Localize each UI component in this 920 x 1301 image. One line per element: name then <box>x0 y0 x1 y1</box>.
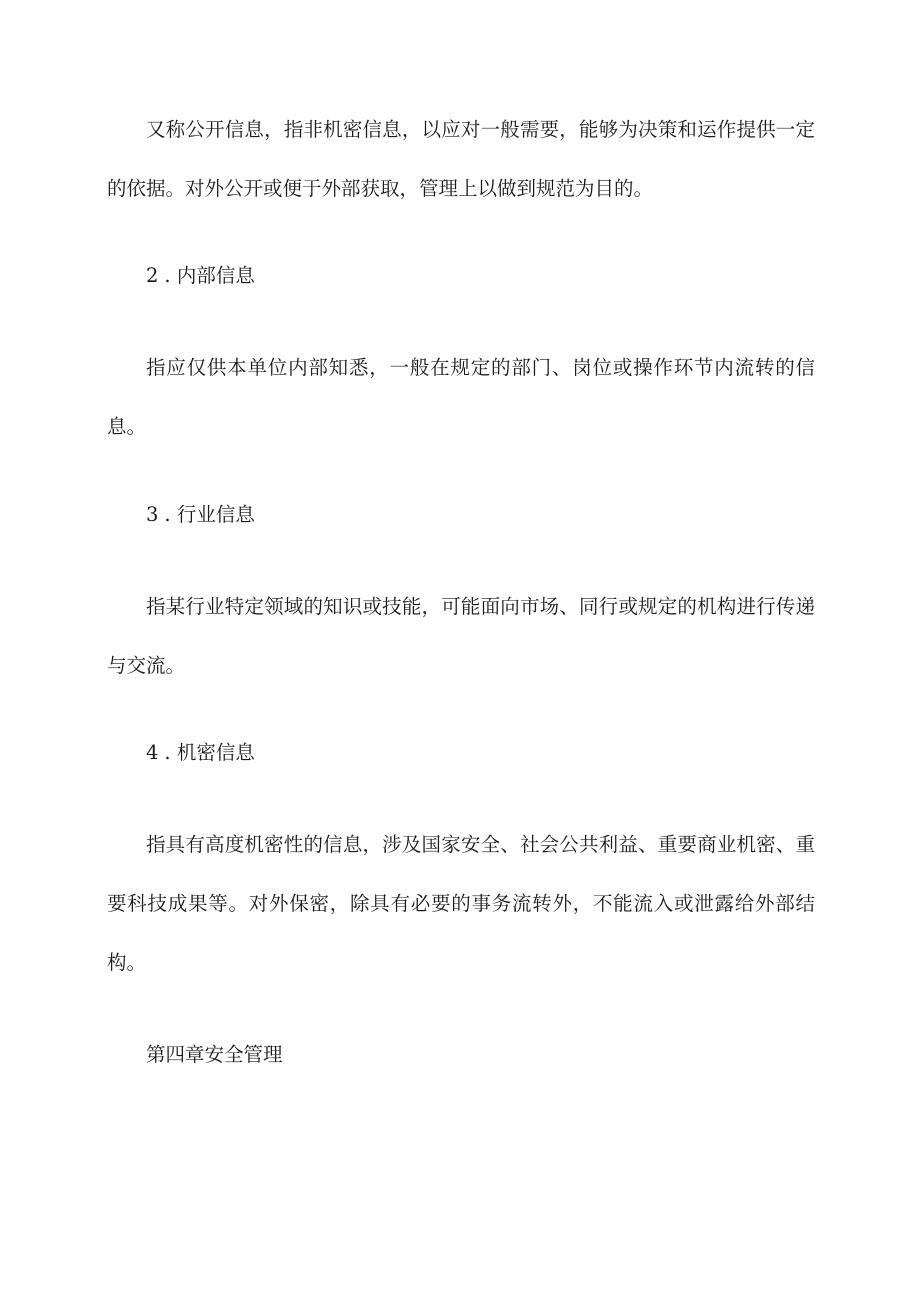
internal-info-description: 指应仅供本单位内部知悉，一般在规定的部门、岗位或操作环节内流转的信息。 <box>107 356 815 438</box>
industry-info-description: 指某行业特定领域的知识或技能，可能面向市场、同行或规定的机构进行传递与交流。 <box>107 595 815 677</box>
industry-info-heading-text: . 行业信息 <box>164 503 255 526</box>
internal-info-heading-number: 2 <box>146 264 165 287</box>
confidential-info-description: 指具有高度机密性的信息，涉及国家安全、社会公共利益、重要商业机密、重要科技成果等。对外保密，除具有必要的事务流转外，不能流入或泄露给外部结构。 <box>107 833 815 974</box>
confidential-info-heading <box>146 738 255 768</box>
public-info-description: 又称公开信息，指非机密信息，以应对一般需要，能够为决策和运作提供一定的依据。对外公开或便于外部获取，管理上以做到规范为目的。 <box>107 118 815 200</box>
internal-info-heading <box>146 261 255 291</box>
confidential-info-heading-text: . 机密信息 <box>164 741 255 764</box>
chapter-four-title: 第四章安全管理 <box>146 1043 283 1066</box>
internal-info-heading-text: . 内部信息 <box>164 264 255 287</box>
industry-info-heading <box>146 500 255 530</box>
confidential-info-heading-number: 4 <box>146 741 165 764</box>
industry-info-heading-number: 3 <box>146 503 165 526</box>
